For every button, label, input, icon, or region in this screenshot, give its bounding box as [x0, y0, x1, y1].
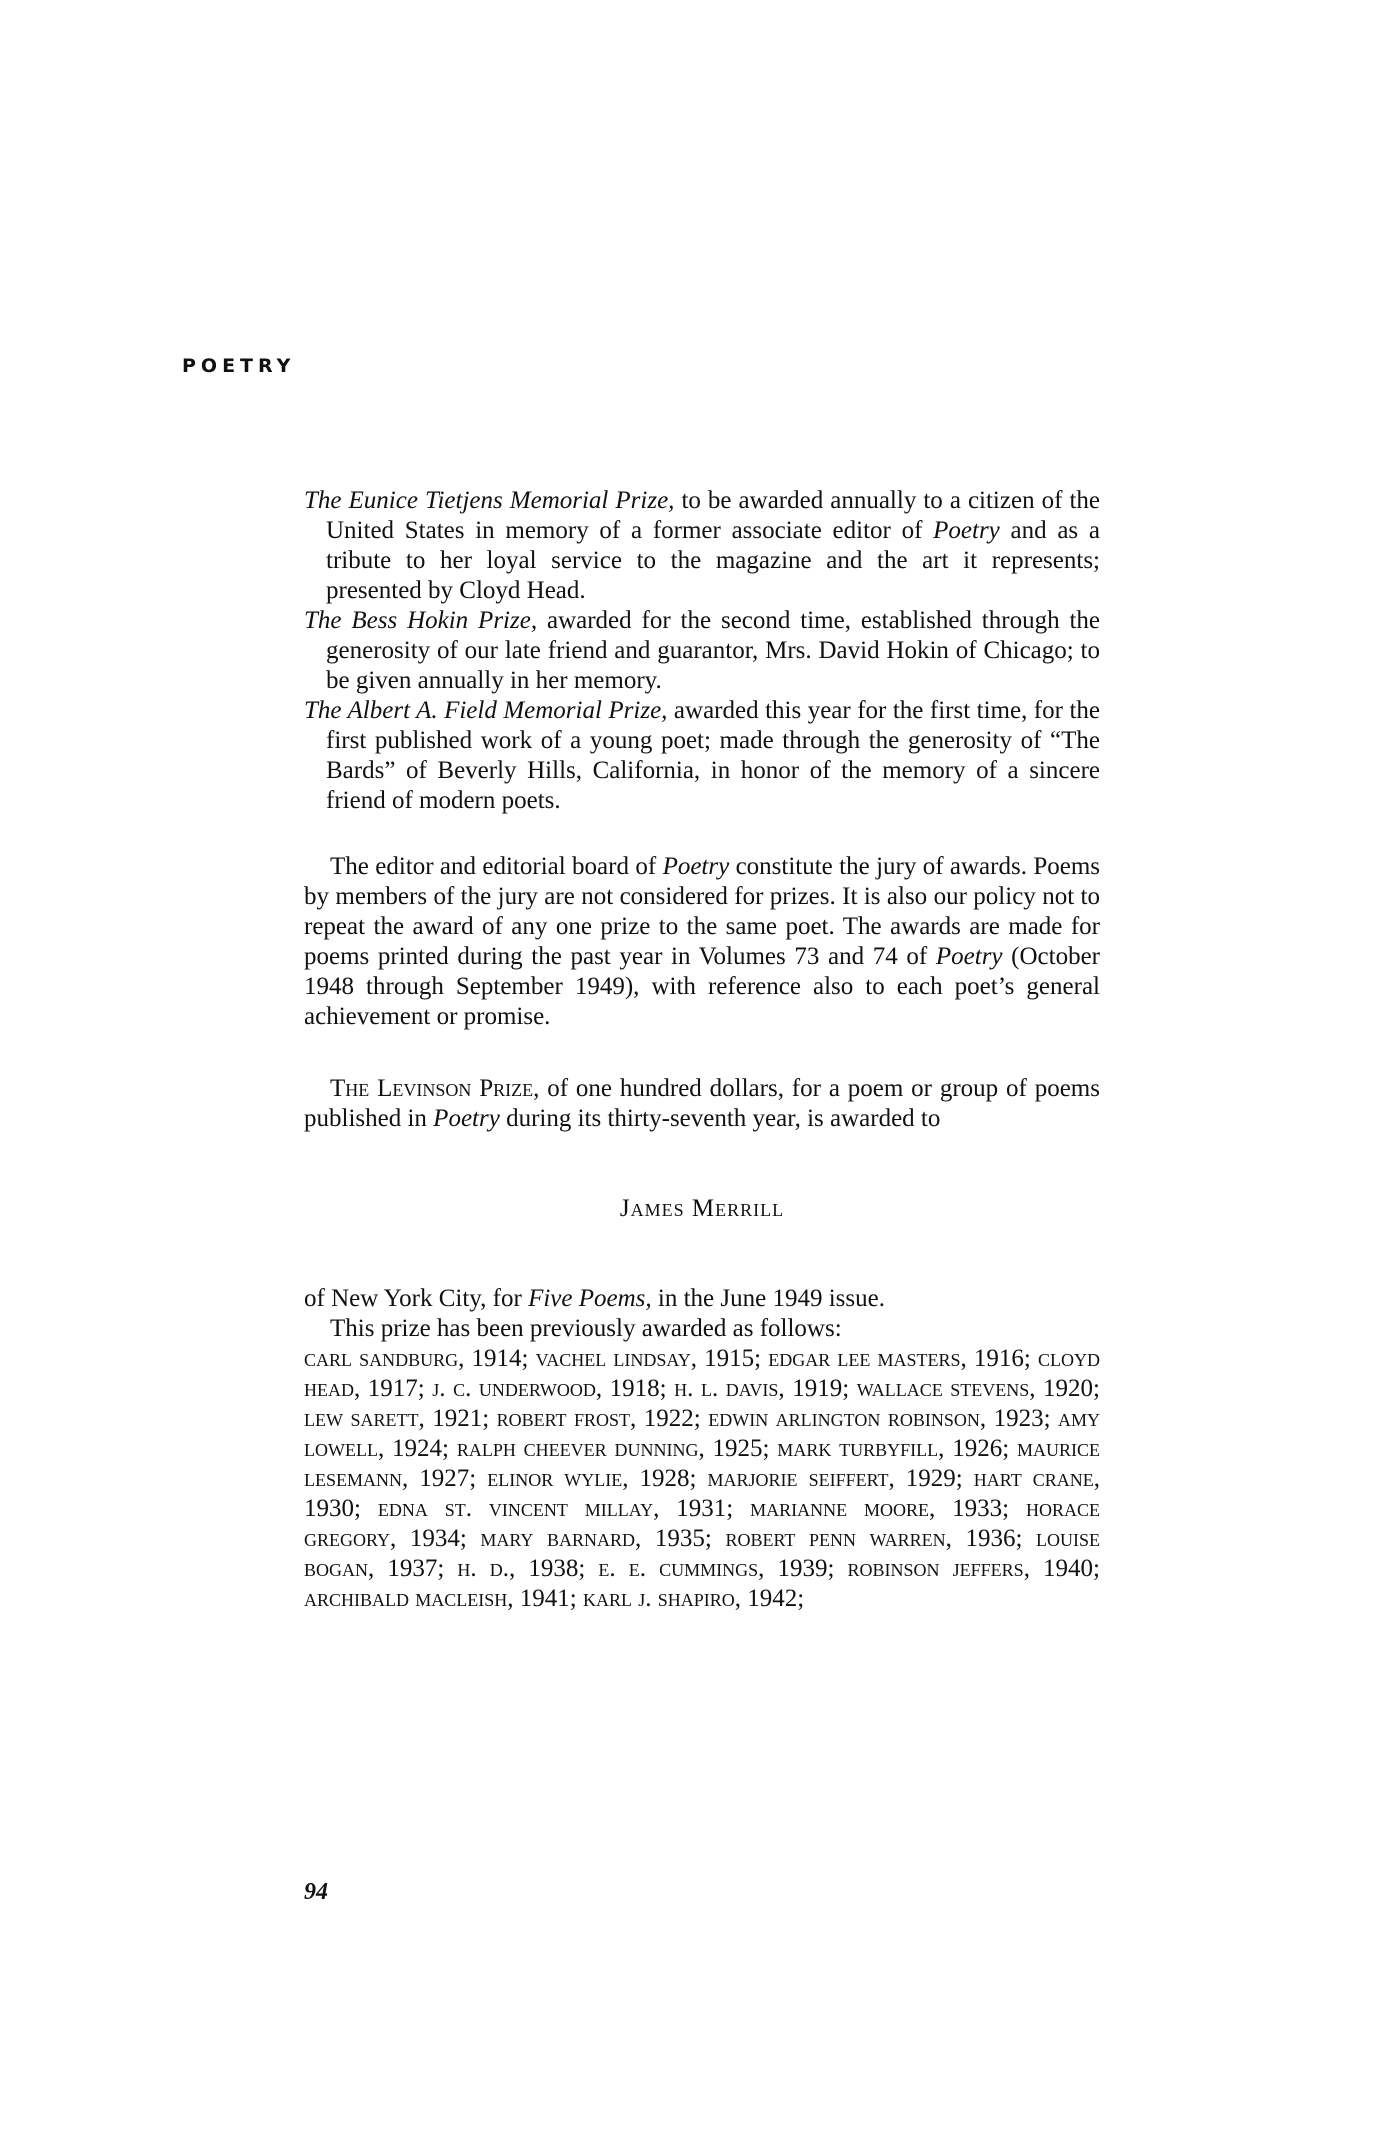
jury-paragraph: The editor and editorial board of Poetry constitute the jury of awards. Poems by members of the jury are not considered for prizes. It is also our policy not to repeat the award of any one prize to the same poet. The awards are made for poems printed during the past year in Volumes 73 and 74 of Poetry (October 1948 through September 1949), with reference also to each poet’s general achievement or promise.: [304, 853, 1101, 1030]
prize-description: awarded this year for the first time, for the first published work of a young poet; made through the generosity of “The Bards” of Beverly Hills, California, in honor of the memory of a sincere friend of modern poets.: [326, 697, 1100, 814]
prize-description: awarded for the second time, established through the generosity of our late friend and guarantor, Mrs. David Hokin of Chicago; to be given annually in her memory.: [326, 607, 1100, 694]
magazine-title: Poetry: [935, 943, 1003, 970]
prize-entry-field: [304, 696, 1100, 816]
prize-description: and as a tribute to her loyal service to the magazine and the art it represents; presented by Cloyd Head.: [326, 517, 1100, 604]
prize-entry-tietjens: [304, 486, 1100, 606]
prize-name: The Albert A. Field Memorial Prize,: [304, 697, 668, 724]
page-body: [304, 486, 1100, 1614]
page-number: 94: [304, 1879, 328, 1905]
previous-winners-list: carl sandburg, 1914; vachel lindsay, 1915; edgar lee masters, 1916; cloyd head, 1917; j. c. underwood, 1918; h. l. davis, 1919; wallace stevens, 1920; lew sarett, 1921; robert frost, 1922; edwin arlington robinson, 1923; amy lowell, 1924; ralph cheever dunning, 1925; mark turbyfill, 1926; maurice lesemann, 1927; elinor wylie, 1928; marjorie seiffert, 1929; hart crane, 1930; edna st. vincent millay, 1931; marianne moore, 1933; horace gregory, 1934; mary barnard, 1935; robert penn warren, 1936; louise bogan, 1937; h. d., 1938; e. e. cummings, 1939; robinson jeffers, 1940; archibald macleish, 1941; karl j. shapiro, 1942;: [304, 1345, 1100, 1612]
prize-description: to be awarded annually to a citizen of the United States in memory of a former associate editor of: [326, 487, 1100, 544]
levinson-announcement: The Levinson Prize, of one hundred dollars, for a poem or group of poems published in Poetry during its thirty-seventh year, is awarded to: [304, 1075, 1100, 1132]
running-title: POETRY: [182, 355, 296, 377]
magazine-title: Poetry: [933, 517, 1000, 544]
levinson-prize-name: The Levinson Prize,: [330, 1075, 540, 1102]
magazine-title: Poetry: [662, 853, 730, 880]
previous-awards-intro: This prize has been previously awarded as follows:: [330, 1315, 842, 1342]
prize-entry-hokin: [304, 606, 1100, 696]
winner-detail: of New York City, for Five Poems, in the June 1949 issue.: [304, 1285, 885, 1312]
winner-name: James Merrill: [619, 1195, 785, 1222]
prize-name: The Bess Hokin Prize,: [304, 607, 538, 634]
winning-work-title: Five Poems,: [528, 1285, 652, 1312]
magazine-title: Poetry: [433, 1105, 500, 1132]
prize-name: The Eunice Tietjens Memorial Prize,: [304, 487, 675, 514]
